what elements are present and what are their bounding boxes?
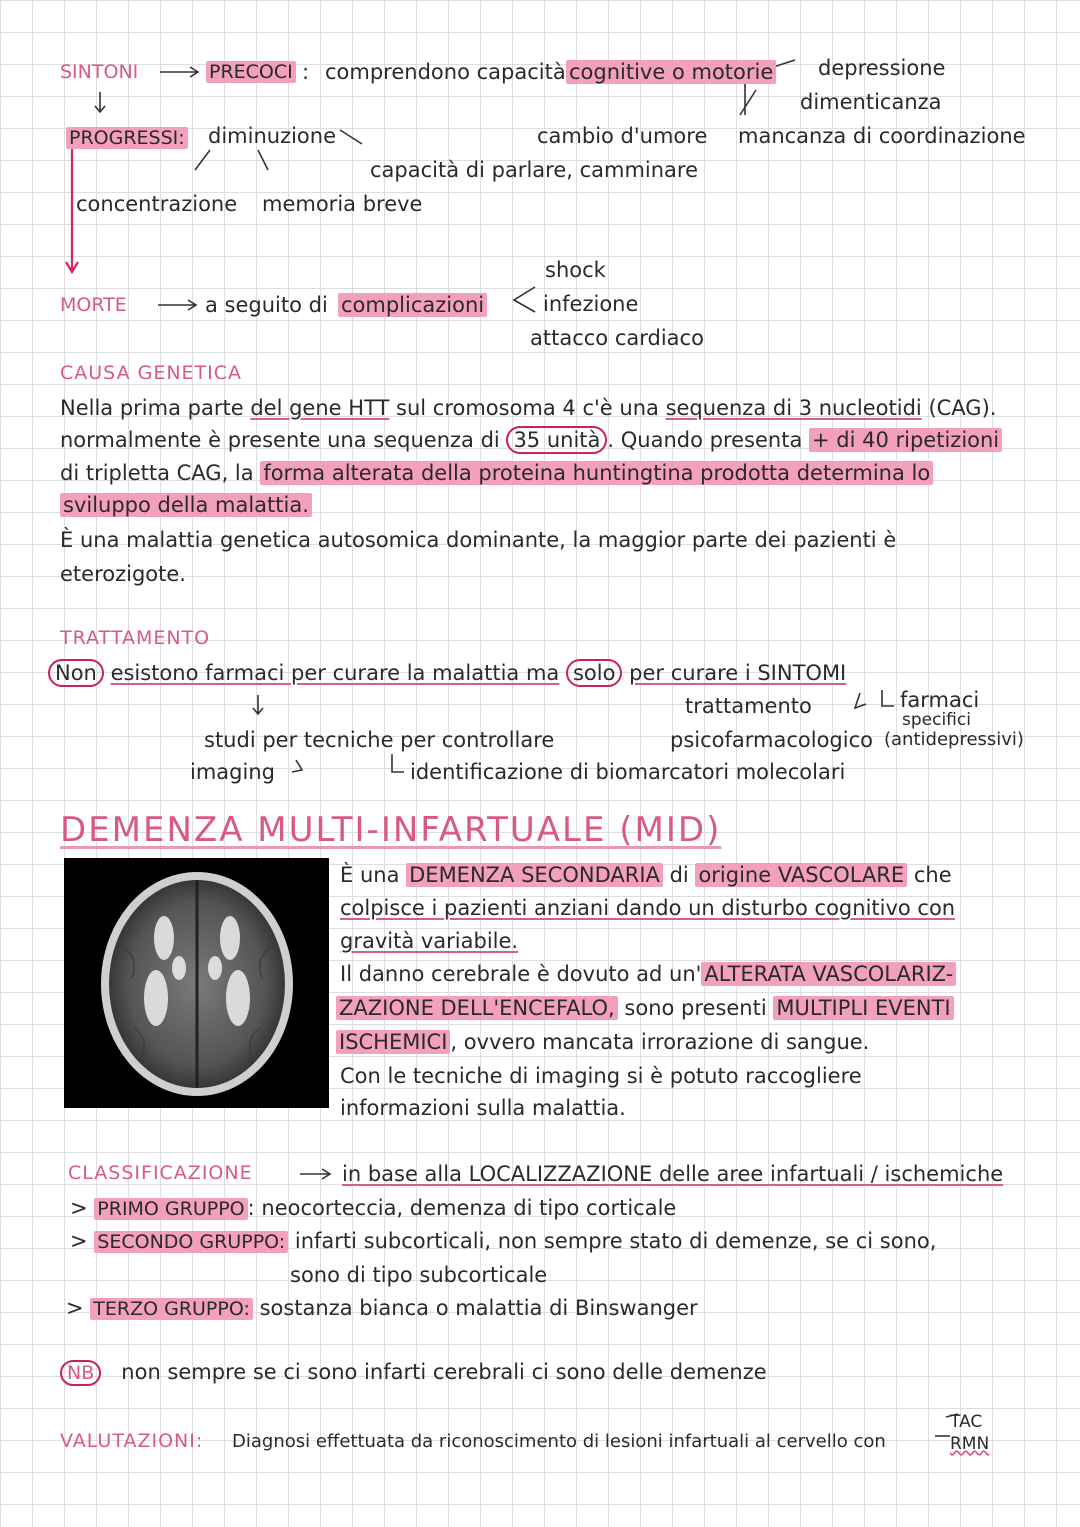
causa-line-5: È una malattia genetica autosomica dominante, la maggior parte dei pazienti è	[60, 528, 897, 552]
mid-line-4: Il danno cerebrale è dovuto ad un' ALTERATA VASCOLARIZ-	[340, 960, 956, 988]
attacco-text: attacco cardiaco	[530, 326, 704, 350]
mri-brain-image	[64, 858, 329, 1108]
causa-line-4: sviluppo della malattia.	[60, 491, 312, 519]
trattamento-title: TRATTAMENTO	[60, 627, 211, 649]
specifici-text: specifici	[902, 710, 971, 730]
terzo-gruppo-row: > TERZO GRUPPO: sostanza bianca o malattia di Binswanger	[66, 1296, 698, 1320]
mancanza-text: mancanza di coordinazione	[738, 124, 1026, 148]
cognitive-motorie: cognitive o motorie	[566, 58, 776, 86]
progressi-label: PROGRESSI:	[66, 124, 188, 152]
primo-gruppo-row: > PRIMO GRUPPO : neocorteccia, demenza di tipo corticale	[70, 1196, 677, 1220]
mid-line-7: Con le tecniche di imaging si è potuto raccogliere	[340, 1064, 862, 1088]
depressione-text: depressione	[818, 56, 946, 80]
farmaci-text: farmaci	[900, 688, 980, 712]
causa-title: CAUSA GENETICA	[60, 362, 243, 384]
causa-line-3: di tripletta CAG, la forma alterata della proteina huntingtina prodotta determina lo	[60, 459, 933, 487]
complicazioni-text: complicazioni	[338, 291, 487, 319]
precoci-label: PRECOCI	[206, 58, 296, 86]
mid-line-3: gravità variabile.	[340, 929, 519, 953]
mid-line-1: È una DEMENZA SECONDARIA di origine VASCOLARE che	[340, 863, 952, 887]
mid-line-6: ISCHEMICI , ovvero mancata irrorazione di sangue.	[336, 1028, 869, 1056]
cambio-umore-text: cambio d'umore	[537, 124, 708, 148]
concentrazione-text: concentrazione	[76, 192, 238, 216]
secondo-gruppo-row: > SECONDO GRUPPO: infarti subcorticali, non sempre stato di demenze, se ci sono,	[70, 1229, 937, 1253]
nb-row: NB non sempre se ci sono infarti cerebrali ci sono delle demenze	[60, 1358, 767, 1387]
mid-line-8: informazioni sulla malattia.	[340, 1096, 626, 1120]
identificazione-text: identificazione di biomarcatori molecolari	[410, 760, 846, 784]
seguito-text: a seguito di	[205, 293, 328, 317]
causa-line-2: normalmente è presente una sequenza di 35 unità . Quando presenta + di 40 ripetizioni	[60, 426, 1002, 454]
antidep-text: (antidepressivi)	[884, 729, 1024, 750]
valutazioni-title: VALUTAZIONI:	[60, 1430, 204, 1452]
shock-text: shock	[545, 258, 606, 282]
dimenticanza-text: dimenticanza	[800, 90, 942, 114]
tac-text: TAC	[950, 1412, 983, 1432]
causa-line-1: Nella prima parte del gene HTT sul cromosoma 4 c'è una sequenza di 3 nucleotidi (CAG).	[60, 396, 997, 420]
causa-line-6: eterozigote.	[60, 562, 186, 586]
studi-text: studi per tecniche per controllare	[204, 728, 555, 752]
mid-line-2: colpisce i pazienti anziani dando un disturbo cognitivo con	[340, 896, 956, 920]
memoria-text: memoria breve	[262, 192, 423, 216]
capacita-text: capacità di parlare, camminare	[370, 158, 699, 182]
sintomi-label: SINTONI	[60, 61, 139, 83]
rmn-text: RMN	[950, 1434, 990, 1454]
mid-title: DEMENZA MULTI-INFARTUALE (MID)	[60, 810, 722, 850]
precoci-colon: :	[302, 60, 310, 84]
psico-text: psicofarmacologico	[670, 728, 873, 752]
classificazione-text: in base alla LOCALIZZAZIONE delle aree infartuali / ischemiche	[342, 1162, 1004, 1186]
classificazione-title: CLASSIFICAZIONE	[68, 1162, 253, 1184]
precoci-text: comprendono capacità	[325, 60, 566, 84]
imaging-text: imaging	[190, 760, 275, 784]
mid-line-5: ZAZIONE DELL'ENCEFALO, sono presenti MULTIPLI EVENTI	[336, 994, 954, 1022]
valutazioni-text: Diagnosi effettuata da riconoscimento di lesioni infartuali al cervello con	[232, 1431, 886, 1452]
brain-scan-icon	[64, 858, 329, 1108]
diminuzione-text: diminuzione	[208, 124, 337, 148]
secondo-gruppo-row-2: sono di tipo subcorticale	[290, 1263, 548, 1287]
trattamento-label: trattamento	[685, 694, 812, 718]
infezione-text: infezione	[543, 292, 639, 316]
trattamento-line-1: Non esistono farmaci per curare la malattia ma solo per curare i SINTOMI	[48, 659, 846, 687]
morte-label: MORTE	[60, 294, 127, 316]
